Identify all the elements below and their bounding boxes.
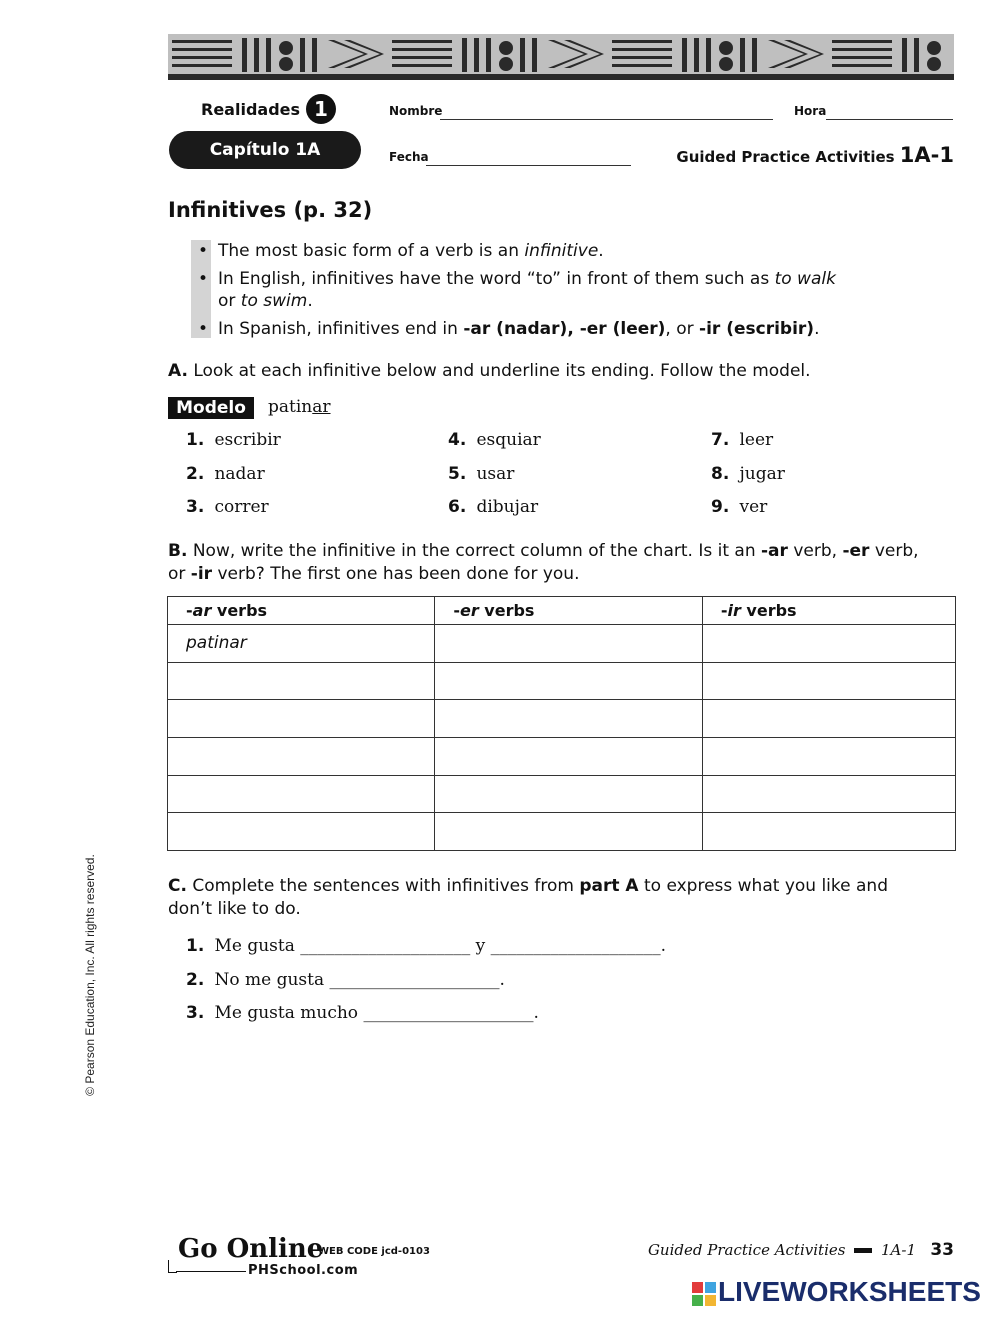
running-title: Guided Practice Activities	[647, 1241, 846, 1259]
go-online-text: Go Online	[178, 1234, 324, 1264]
bullet-icon: •	[198, 241, 209, 261]
table-header-row	[168, 597, 956, 625]
table-row	[168, 775, 956, 813]
modelo-word: patinar	[268, 397, 331, 417]
table-cell[interactable]	[435, 700, 703, 738]
table-row	[168, 700, 956, 738]
table-cell[interactable]	[168, 700, 435, 738]
table-cell[interactable]	[168, 775, 435, 813]
part-a-item[interactable]: 2. nadar	[186, 464, 265, 484]
column-header-ar: -ar verbs	[168, 597, 435, 625]
part-a-item[interactable]: 8. jugar	[711, 464, 785, 484]
copyright-notice: © Pearson Education, Inc. All rights reserved.	[83, 854, 97, 1096]
verb-chart	[167, 596, 956, 851]
part-a-item[interactable]: 1. escribir	[186, 430, 281, 450]
web-code: WEB CODE jcd-0103	[318, 1246, 430, 1257]
part-b-instruction: B. Now, write the infinitive in the correct column of the chart. Is it an -ar verb, -er verb, or -ir verb? The first one has been done for you.	[168, 541, 919, 584]
table-cell[interactable]	[435, 737, 703, 775]
activity-code: 1A-1	[899, 143, 954, 167]
liveworksheets-logo-icon	[692, 1282, 716, 1306]
chapter-badge: Capítulo 1A	[169, 131, 361, 169]
table-row	[168, 737, 956, 775]
name-input-line[interactable]	[440, 119, 773, 120]
part-a-item[interactable]: 7. leer	[711, 430, 774, 450]
hour-input-line[interactable]	[826, 119, 953, 120]
running-code: 1A-1	[881, 1241, 917, 1259]
activity-title-text: Guided Practice Activities	[676, 148, 895, 166]
running-footer	[648, 1240, 954, 1260]
modelo-label: Modelo	[168, 397, 254, 419]
activity-title	[676, 143, 954, 167]
go-online-logo[interactable]	[168, 1234, 428, 1282]
table-row	[168, 625, 956, 663]
series-level-badge: 1	[306, 94, 336, 124]
part-a-item[interactable]: 4. esquiar	[448, 430, 541, 450]
section-title: Infinitives (p. 32)	[168, 198, 373, 222]
table-cell[interactable]	[702, 700, 955, 738]
header-banner	[168, 34, 954, 80]
sentence-item[interactable]: 3. Me gusta mucho ____________________.	[186, 1003, 539, 1023]
table-row	[168, 813, 956, 851]
table-cell[interactable]	[702, 775, 955, 813]
part-a-item[interactable]: 9. ver	[711, 497, 768, 517]
sentence-item[interactable]: 1. Me gusta ____________________ y ____________________.	[186, 936, 667, 956]
footer-dash	[854, 1248, 872, 1253]
hour-label: Hora	[794, 104, 827, 118]
part-a-item[interactable]: 3. correr	[186, 497, 269, 517]
column-header-er: -er verbs	[435, 597, 703, 625]
bullet-icon: •	[198, 269, 209, 289]
column-header-ir: -ir verbs	[702, 597, 955, 625]
table-cell[interactable]	[168, 813, 435, 851]
sentence-item[interactable]: 2. No me gusta ____________________.	[186, 970, 505, 990]
table-cell[interactable]	[702, 813, 955, 851]
table-cell[interactable]	[702, 737, 955, 775]
site-link[interactable]: PHSchool.com	[248, 1263, 359, 1278]
bullet-icon: •	[198, 319, 209, 339]
table-row	[168, 662, 956, 700]
table-cell[interactable]	[435, 775, 703, 813]
table-cell[interactable]	[168, 737, 435, 775]
example-answer: patinar	[186, 633, 247, 654]
liveworksheets-watermark: LIVEWORKSHEETS	[718, 1276, 981, 1307]
name-label: Nombre	[389, 104, 443, 118]
table-cell[interactable]	[168, 625, 435, 663]
table-cell[interactable]	[435, 625, 703, 663]
page-number: 33	[930, 1240, 954, 1260]
series-label: Realidades	[201, 100, 301, 119]
logo-underline	[176, 1271, 246, 1272]
table-cell[interactable]	[435, 662, 703, 700]
table-cell[interactable]	[435, 813, 703, 851]
date-label: Fecha	[389, 150, 429, 164]
table-cell[interactable]	[702, 662, 955, 700]
tribal-pattern-graphic	[168, 34, 954, 80]
table-cell[interactable]	[168, 662, 435, 700]
date-input-line[interactable]	[426, 165, 631, 166]
part-a-item[interactable]: 5. usar	[448, 464, 515, 484]
part-a-instruction: A. Look at each infinitive below and underline its ending. Follow the model.	[168, 361, 811, 381]
part-a-item[interactable]: 6. dibujar	[448, 497, 539, 517]
part-c-instruction: C. Complete the sentences with infinitives from part A to express what you like and don’t like to do.	[168, 876, 888, 919]
table-cell[interactable]	[702, 625, 955, 663]
